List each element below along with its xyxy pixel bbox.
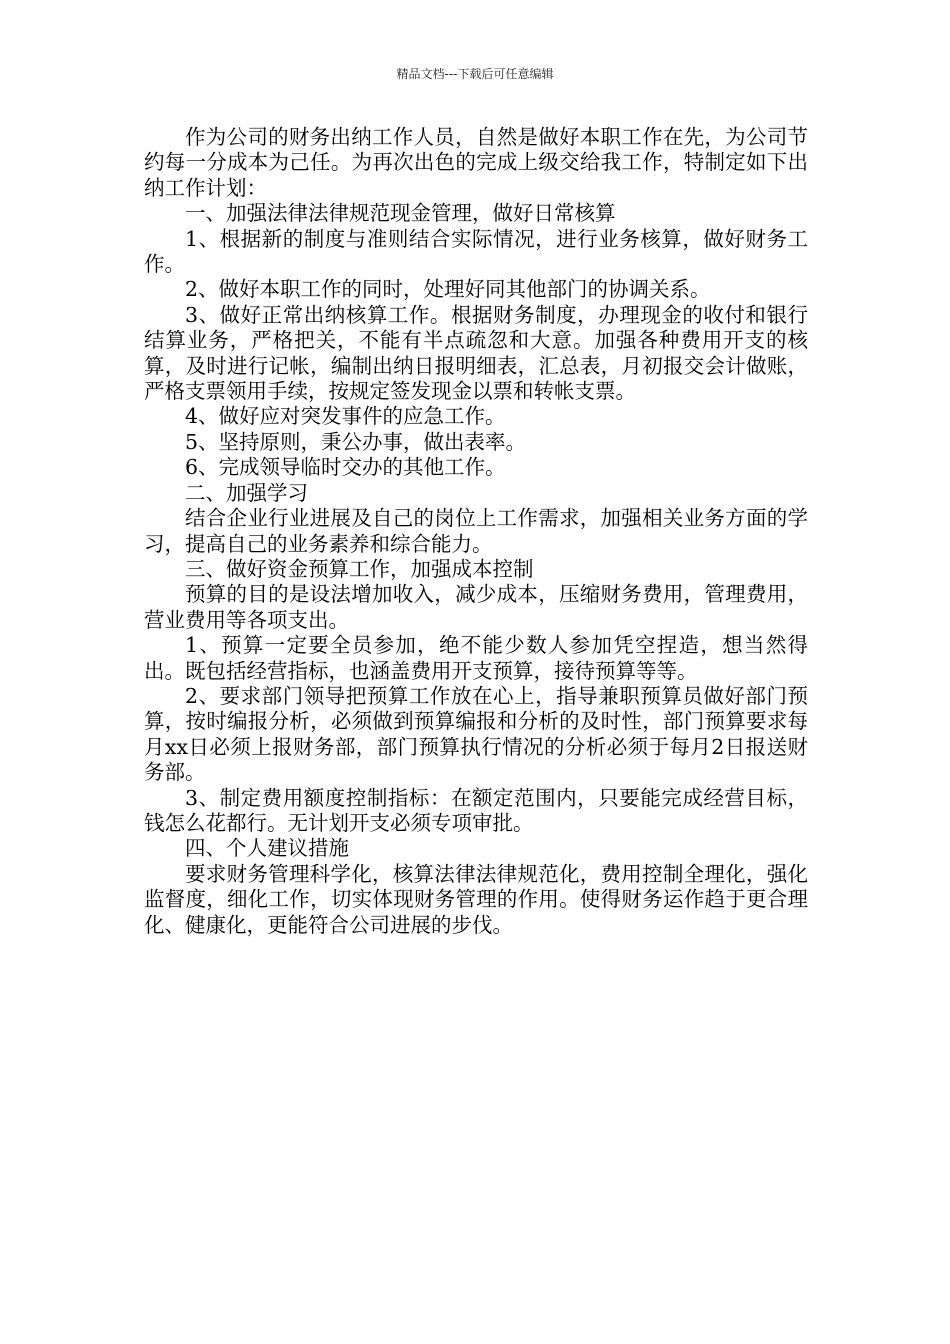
section-heading: 四、个人建议措施: [185, 836, 349, 861]
list-item: 3、做好正常出纳核算工作。根据财务制度，办理现金的收付和银行结算业务，严格把关，不能有半点疏忽和大意。加强各种费用开支的核算，及时进行记帐，编制出纳日报明细表，汇总表，月初报交会计做账，严格支票领用手续，按规定签发现金以票和转帐支票。: [144, 302, 808, 404]
list-item: 4、做好应对突发事件的应急工作。: [185, 404, 506, 429]
intro-paragraph: 作为公司的财务出纳工作人员，自然是做好本职工作在先，为公司节约每一分成本为己任。为再次出色的完成上级交给我工作，特制定如下出纳工作计划：: [144, 125, 808, 200]
body-paragraph: 预算的目的是设法增加收入，减少成本，压缩财务费用，管理费用，营业费用等各项支出。: [144, 582, 808, 632]
section-heading: 一、加强法律法律规范现金管理，做好日常核算: [185, 201, 616, 226]
page-header: 精品文档---下载后可任意编辑: [396, 67, 554, 81]
document-body: [144, 125, 808, 938]
list-item: 2、要求部门领导把预算工作放在心上，指导兼职预算员做好部门预算，按时编报分析，必须做到预算编报和分析的及时性，部门预算要求每月xx日必须上报财务部，部门预算执行情况的分析必须于每月2日报送财务部。: [144, 683, 808, 785]
body-paragraph: 要求财务管理科学化，核算法律法律规范化，费用控制全理化，强化监督度，细化工作，切实体现财务管理的作用。使得财务运作趋于更合理化、健康化，更能符合公司进展的步伐。: [144, 861, 808, 937]
list-item: 1、根据新的制度与准则结合实际情况，进行业务核算，做好财务工作。: [144, 226, 808, 277]
body-paragraph: 结合企业行业进展及自己的岗位上工作需求，加强相关业务方面的学习，提高自己的业务素养和综合能力。: [144, 506, 808, 556]
list-item: 6、完成领导临时交办的其他工作。: [185, 455, 506, 480]
list-item: 2、做好本职工作的同时，处理好同其他部门的协调关系。: [185, 277, 711, 302]
list-item: 3、制定费用额度控制指标：在额定范围内，只要能完成经营目标，钱怎么花都行。无计划开支必须专项审批。: [144, 785, 808, 835]
list-item: 1、预算一定要全员参加，绝不能少数人参加凭空捏造，想当然得出。既包括经营指标，也涵盖费用开支预算，接待预算等等。: [144, 633, 808, 683]
section-heading: 二、加强学习: [185, 480, 308, 505]
section-heading: 三、做好资金预算工作，加强成本控制: [185, 556, 534, 581]
list-item: 5、坚持原则，秉公办事，做出表率。: [185, 429, 527, 454]
